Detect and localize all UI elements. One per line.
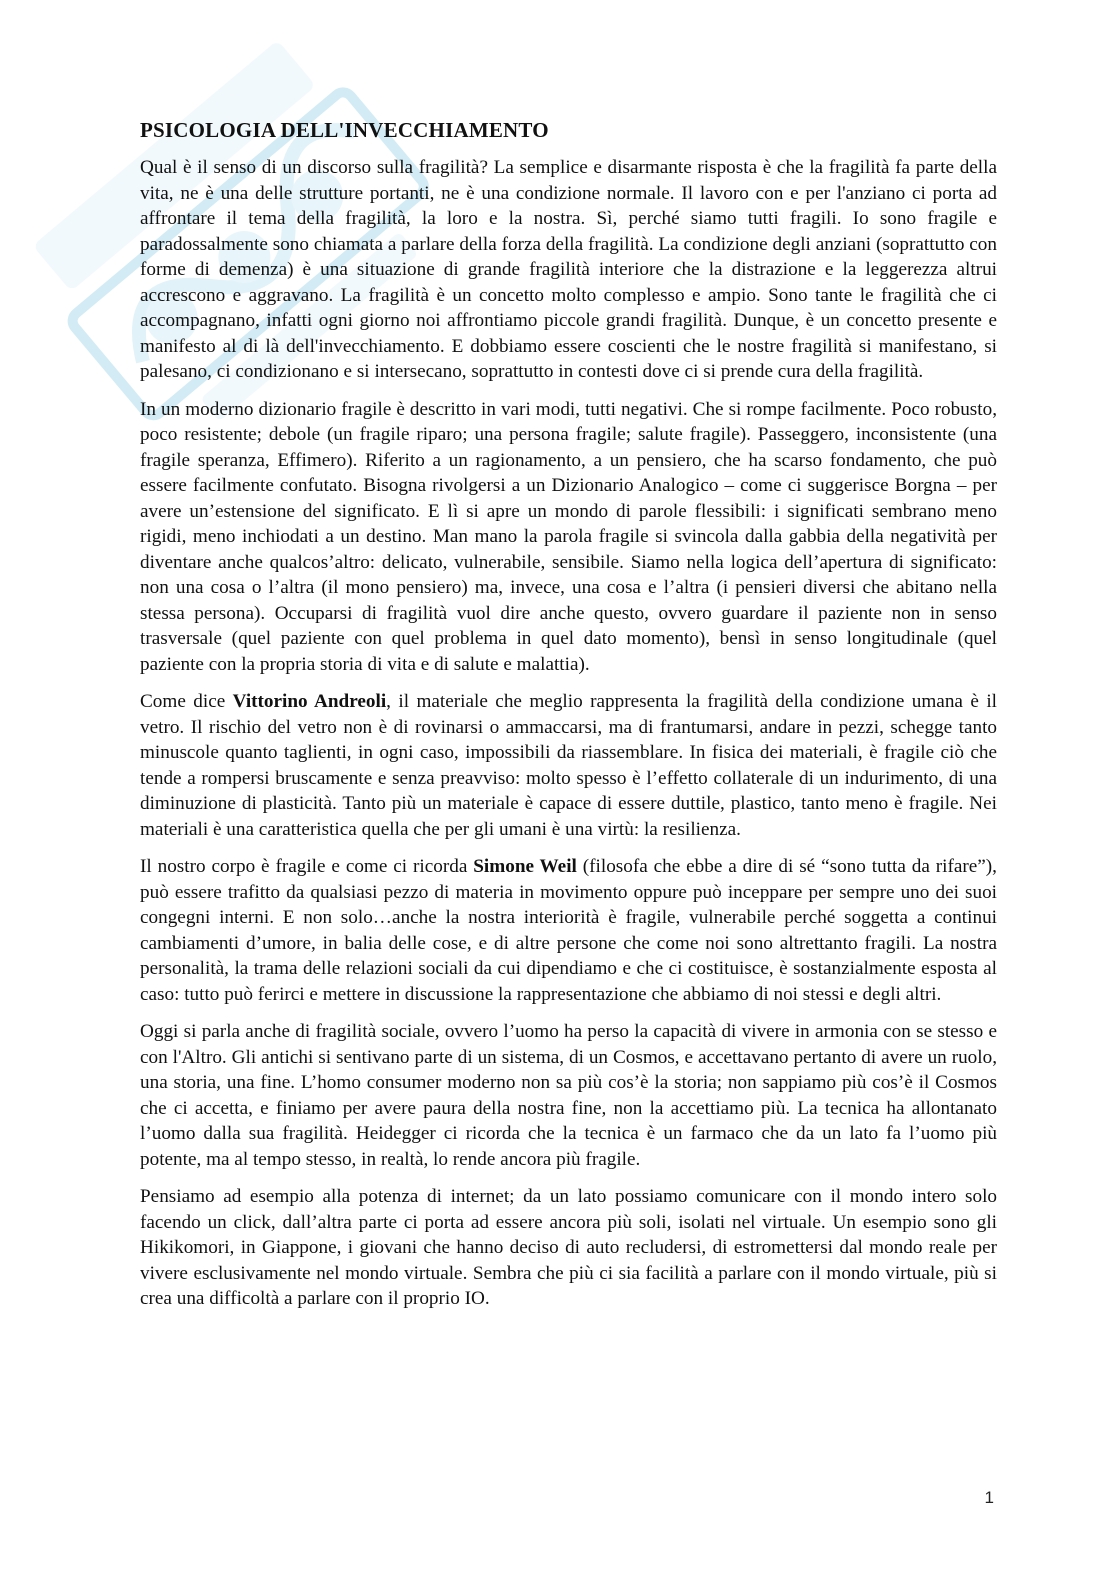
paragraph-3-text-end: , il materiale che meglio rappresenta la fragilità della condizione umana è il vetro. Il rischio del vetro non è di rovinarsi o ammaccarsi, ma di frantumarsi, andare in pezzi, schegge tanto minuscole quanto taglienti, in ogni caso, impossibili da riassemblare. In fisica dei materiali, è fragile ciò che tende a rompersi bruscamente e senza preavviso: molto spesso è l’effetto collaterale di un indurimento, di una diminuzione di plasticità. Tanto più un materiale è capace di essere duttile, plastico, tanto meno è fragile. Nei materiali è una caratteristica quella che per gli umani è una virtù: la resilienza. xyxy=(140,691,997,840)
paragraph-1: Qual è il senso di un discorso sulla fragilità? La semplice e disarmante risposta è che la fragilità fa parte della vita, ne è una delle strutture portanti, ne è una condizione normale. Il lavoro con e per l'anziano ci porta ad affrontare il tema della fragilità, la loro e la nostra. Sì, perché siamo tutti fragili. Io sono fragile e paradossalmente sono chiamata a parlare della forza della fragilità. La condizione degli anziani (soprattutto con forme di demenza) è una situazione di grande fragilità interiore che la distrazione e la leggerezza altrui accrescono e aggravano. La fragilità è un concetto molto complesso e ampio. Sono tante le fragilità che ci accompagnano, infatti ogni giorno noi affrontiamo piccole grandi fragilità. Dunque, è un concetto presente e manifesto al di là dell'invecchiamento. E dobbiamo essere coscienti che le nostre fragilità si manifestano, si palesano, ci condizionano e si intersecano, soprattutto in contesti dove ci si prende cura della fragilità. xyxy=(140,157,997,382)
paragraph-3-text-start: Come dice xyxy=(140,691,233,712)
paragraph-4-text-end: (filosofa che ebbe a dire di sé “sono tutta da rifare”), può essere trafitto da qualsiasi pezzo di materia in movimento oppure può inceppare per sempre uno dei suoi congegni interni. E non solo…anche la nostra interiorità è fragile, vulnerabile perché soggetta a continui cambiamenti d’umore, in balia delle cose, e di altre persone che come noi sono altrettanto fragili. La nostra personalità, la trama delle relazioni sociali da cui dipendiamo e che ci costituisce, è sostanzialmente esposta al caso: tutto può ferirci e mettere in discussione la rappresentazione che abbiamo di noi stessi e degli altri. xyxy=(140,856,997,1005)
paragraph-3 xyxy=(140,689,997,842)
document-title: PSICOLOGIA DELL'INVECCHIAMENTO xyxy=(140,118,549,142)
page-number: 1 xyxy=(984,1488,994,1507)
author-name-weil: Simone Weil xyxy=(473,856,577,877)
paragraph-2: In un moderno dizionario fragile è descritto in vari modi, tutti negativi. Che si rompe facilmente. Poco robusto, poco resistente; debole (un fragile riparo; una persona fragile; salute fragile). Passeggero, inconsistente (una fragile speranza, Effimero). Riferito a un ragionamento, a un pensiero, che ha scarso fondamento, che può essere facilmente confutato. Bisogna rivolgersi a un Dizionario Analogico – come ci suggerisce Borgna – per avere un’estensione del significato. E lì si apre un mondo di parole flessibili: i significati sembrano meno rigidi, meno inchiodati a un destino. Man mano la parola fragile si svincola dalla gabbia della negatività per diventare anche qualcos’altro: delicato, vulnerabile, sensibile. Siamo nella logica dell’apertura di significato: non una cosa o l’altra (il mono pensiero) ma, invece, una cosa e l’altra (i pensieri diversi che abitano nella stessa persona). Occuparsi di fragilità vuol dire anche questo, ovvero guardare il paziente non in senso trasversale (quel paziente con quel problema in quel dato momento), bensì in senso longitudinale (quel paziente con la propria storia di vita e di salute e malattia). xyxy=(140,398,997,675)
document-body xyxy=(140,118,997,1324)
paragraph-6: Pensiamo ad esempio alla potenza di internet; da un lato possiamo comunicare con il mondo intero solo facendo un click, dall’altra parte ci porta ad essere ancora più soli, isolati nel virtuale. Un esempio sono gli Hikikomori, in Giappone, i giovani che hanno deciso di auto recludersi, di estromettersi dal mondo reale per vivere esclusivamente nel mondo virtuale. Sembra che più ci sia facilità a parlare con il mondo virtuale, più si crea una difficoltà a parlare con il proprio IO. xyxy=(140,1186,997,1309)
paragraph-5: Oggi si parla anche di fragilità sociale, ovvero l’uomo ha perso la capacità di vivere in armonia con se stesso e con l'Altro. Gli antichi si sentivano parte di un sistema, di un Cosmos, e accettavano pertanto di avere un ruolo, una storia, una fine. L’homo consumer moderno non sa più cos’è la storia; non sappiamo più cos’è il Cosmos che ci accetta, e finiamo per avere paura della nostra fine, non la accettiamo più. La tecnica ha allontanato l’uomo dalla sua fragilità. Heidegger ci ricorda che la tecnica è un farmaco che da un lato fa l’uomo più potente, ma al tempo stesso, in realtà, lo rende ancora più fragile. xyxy=(140,1021,997,1170)
author-name-andreoli: Vittorino Andreoli xyxy=(232,691,387,712)
paragraph-4-text-start: Il nostro corpo è fragile e come ci ricorda xyxy=(140,856,474,877)
paragraph-4 xyxy=(140,854,997,1007)
